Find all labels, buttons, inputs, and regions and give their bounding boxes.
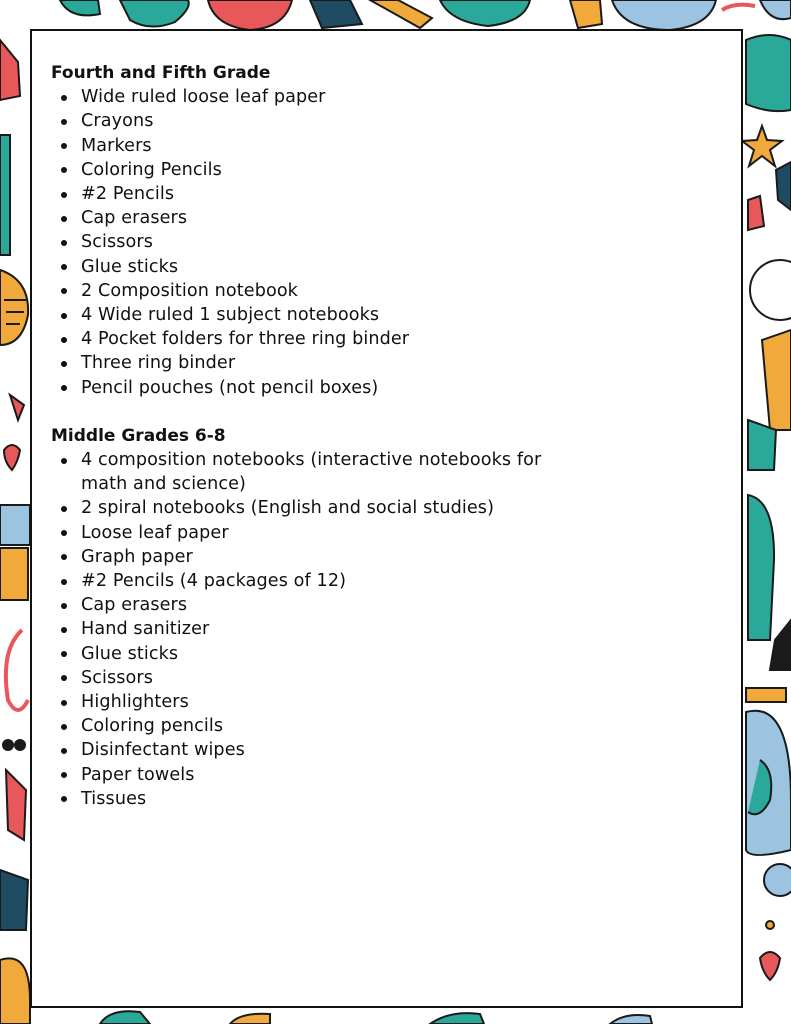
section-title-fourth-fifth: Fourth and Fifth Grade xyxy=(51,63,271,83)
list-item: Graph paper xyxy=(51,545,571,569)
list-item: Paper towels xyxy=(51,763,571,787)
section-title-middle-grades: Middle Grades 6-8 xyxy=(51,425,226,446)
list-item: Markers xyxy=(51,134,571,158)
list-item: 2 spiral notebooks (English and social studies) xyxy=(51,496,571,520)
list-item: 4 Pocket folders for three ring binder xyxy=(51,327,571,351)
list-item: Disinfectant wipes xyxy=(51,738,571,762)
list-item: Tissues xyxy=(51,787,571,811)
list-item: Loose leaf paper xyxy=(51,521,571,545)
list-item: Three ring binder xyxy=(51,351,571,375)
section-spacer xyxy=(51,400,571,424)
list-item: Cap erasers xyxy=(51,593,571,617)
list-item: Scissors xyxy=(51,230,571,254)
list-item: 4 composition notebooks (interactive notebooks for math and science) xyxy=(51,448,571,496)
list-item: Glue sticks xyxy=(51,255,571,279)
list-item: Cap erasers xyxy=(51,206,571,230)
list-item: Hand sanitizer xyxy=(51,617,571,641)
list-item: #2 Pencils (4 packages of 12) xyxy=(51,569,571,593)
fourth-fifth-supply-list xyxy=(51,85,571,400)
list-item: Scissors xyxy=(51,666,571,690)
list-item: Wide ruled loose leaf paper xyxy=(51,85,571,109)
list-item: Crayons xyxy=(51,109,571,133)
list-item: Glue sticks xyxy=(51,642,571,666)
list-item: Coloring Pencils xyxy=(51,158,571,182)
list-item: Pencil pouches (not pencil boxes) xyxy=(51,376,571,400)
list-item: #2 Pencils xyxy=(51,182,571,206)
middle-grades-supply-list xyxy=(51,448,571,811)
supply-list-card xyxy=(30,29,743,1008)
list-item: 2 Composition notebook xyxy=(51,279,571,303)
list-item: Highlighters xyxy=(51,690,571,714)
list-item: 4 Wide ruled 1 subject notebooks xyxy=(51,303,571,327)
supply-list-content xyxy=(51,61,571,811)
list-item: Coloring pencils xyxy=(51,714,571,738)
